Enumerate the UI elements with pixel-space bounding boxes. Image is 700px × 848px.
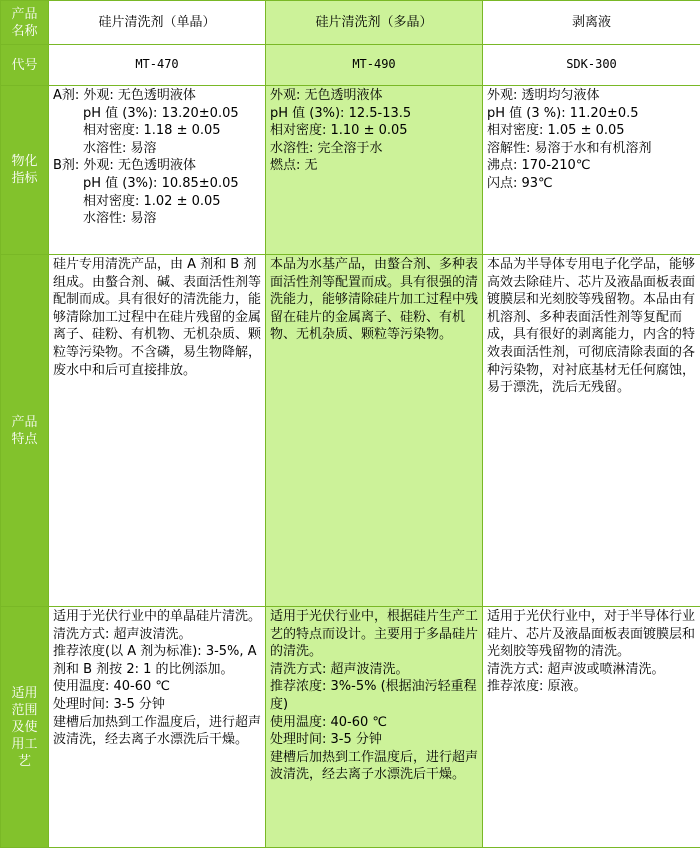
prop-line: A剂: 外观: 无色透明液体 xyxy=(53,87,261,105)
row-code xyxy=(1,45,700,86)
app-line: 使用温度: 40-60 ℃ xyxy=(270,714,478,732)
app-line: 适用于光伏行业中，根据硅片生产工艺的特点而设计。主要用于多晶硅片的清洗。 xyxy=(270,608,478,661)
application-mt490 xyxy=(266,607,483,848)
row-application xyxy=(1,607,700,848)
properties-mt490 xyxy=(266,86,483,255)
prop-line: 相对密度: 1.10 ± 0.05 xyxy=(270,122,478,140)
prop-line: B剂: 外观: 无色透明液体 xyxy=(53,157,261,175)
prop-line: 外观: 无色透明液体 xyxy=(270,87,478,105)
code-mt490: MT-490 xyxy=(266,45,483,86)
product-name-single-crystal: 硅片清洗剂（单晶） xyxy=(49,1,266,45)
app-line: 清洗方式: 超声波或喷淋清洗。 xyxy=(487,661,696,679)
prop-line: 沸点: 170-210℃ xyxy=(487,157,696,175)
prop-line: 水溶性: 易溶 xyxy=(53,140,261,158)
features-mt490 xyxy=(266,255,483,607)
prop-line: 溶解性: 易溶于水和有机溶剂 xyxy=(487,140,696,158)
label-properties: 物化 指标 xyxy=(1,86,49,255)
prop-line: pH 值 (3%): 12.5-13.5 xyxy=(270,105,478,123)
label-code: 代号 xyxy=(1,45,49,86)
row-properties xyxy=(1,86,700,255)
prop-line: 外观: 透明均匀液体 xyxy=(487,87,696,105)
app-line: 使用温度: 40-60 ℃ xyxy=(53,678,261,696)
features-mt470 xyxy=(49,255,266,607)
prop-line: 相对密度: 1.02 ± 0.05 xyxy=(53,193,261,211)
product-name-stripper: 剥离液 xyxy=(483,1,700,45)
prop-line: 水溶性: 易溶 xyxy=(53,210,261,228)
prop-line: pH 值 (3%): 13.20±0.05 xyxy=(53,105,261,123)
app-line: 推荐浓度: 原液。 xyxy=(487,678,696,696)
prop-line: 水溶性: 完全溶于水 xyxy=(270,140,478,158)
app-line: 建槽后加热到工作温度后，进行超声波清洗，经去离子水漂洗后干燥。 xyxy=(53,714,261,749)
properties-mt470 xyxy=(49,86,266,255)
app-line: 适用于光伏行业中，对于半导体行业硅片、芯片及液晶面板表面镀膜层和光刻胶等残留物的清洗。 xyxy=(487,608,696,661)
prop-line: 相对密度: 1.05 ± 0.05 xyxy=(487,122,696,140)
app-line: 建槽后加热到工作温度后，进行超声波清洗，经去离子水漂洗后干燥。 xyxy=(270,749,478,784)
code-sdk300: SDK-300 xyxy=(483,45,700,86)
row-product-name xyxy=(1,1,700,45)
app-line: 推荐浓度: 3%-5% (根据油污轻重程度) xyxy=(270,678,478,713)
prop-line: pH 值 (3%): 10.85±0.05 xyxy=(53,175,261,193)
features-text: 硅片专用清洗产品，由 A 剂和 B 剂组成。由螯合剂、碱、表面活性剂等配制而成。具有很好的清洗能力，能够清除加工过程中在硅片残留的金属离子、硅粉、有机物、无机杂质、颗粒等污染物。不含磷，易生物降解，废水中和后可直接排放。 xyxy=(53,256,261,379)
app-line: 清洗方式: 超声波清洗。 xyxy=(270,661,478,679)
prop-line: 相对密度: 1.18 ± 0.05 xyxy=(53,122,261,140)
app-line: 处理时间: 3-5 分钟 xyxy=(53,696,261,714)
features-text: 本品为水基产品，由螯合剂、多种表面活性剂等配置而成。具有很强的清洗能力，能够清除硅片加工过程中残留在硅片的金属离子、硅粉、有机物、无机杂质、颗粒等污染物。 xyxy=(270,256,478,344)
properties-sdk300 xyxy=(483,86,700,255)
product-name-multi-crystal: 硅片清洗剂（多晶） xyxy=(266,1,483,45)
label-application: 适用 范围 及使 用工 艺 xyxy=(1,607,49,848)
label-product-name: 产品 名称 xyxy=(1,1,49,45)
row-features xyxy=(1,255,700,607)
prop-line: 燃点: 无 xyxy=(270,157,478,175)
application-mt470 xyxy=(49,607,266,848)
app-line: 适用于光伏行业中的单晶硅片清洗。 xyxy=(53,608,261,626)
app-line: 清洗方式: 超声波清洗。 xyxy=(53,626,261,644)
code-mt470: MT-470 xyxy=(49,45,266,86)
app-line: 推荐浓度(以 A 剂为标准): 3-5%, A 剂和 B 剂按 2: 1 的比例添加。 xyxy=(53,643,261,678)
prop-line: pH 值 (3 %): 11.20±0.5 xyxy=(487,105,696,123)
label-features: 产品 特点 xyxy=(1,255,49,607)
features-sdk300 xyxy=(483,255,700,607)
features-text: 本品为半导体专用电子化学品，能够高效去除硅片、芯片及液晶面板表面镀膜层和光刻胶等残留物。本品由有机溶剂、多种表面活性剂等复配而成，具有很好的剥离能力，内含的特效表面活性剂，可彻底清除表面的各种污染物，对衬底基材无任何腐蚀，易于漂洗，洗后无残留。 xyxy=(487,256,696,397)
prop-line: 闪点: 93℃ xyxy=(487,175,696,193)
app-line: 处理时间: 3-5 分钟 xyxy=(270,731,478,749)
application-sdk300 xyxy=(483,607,700,848)
